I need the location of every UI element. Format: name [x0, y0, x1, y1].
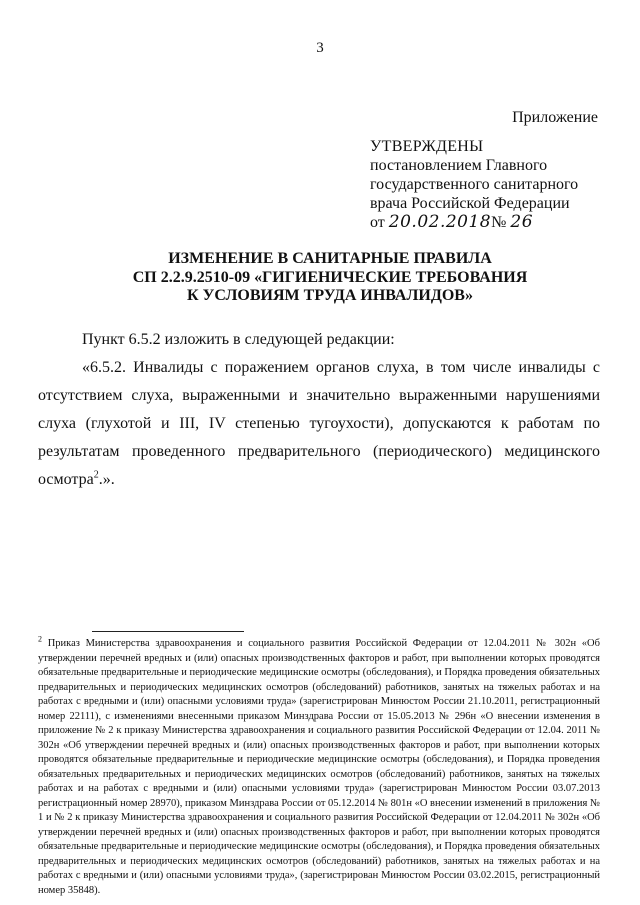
footnote-text: Приказ Министерства здравоохранения и социального развития Российской Федерации от 12.04.2011 № 302н «Об утверждении перечней вредных и (или) опасных производственных факторов и работ, при выполнении которых проводятся обязательные предварительные и периодические медицинские осмотры (обследования), и Порядка проведения обязательных предварительных и периодических медицинских осмотров (обследований) работников, занятых на тяжелых работах и на работах с вредными и (или) опасными условиями труда» (зарегистрирован Минюстом России 21.10.2011, регистрационный номер 22111), с изменениями внесенными приказом Минздрава России от 15.05.2013 № 296н «О внесении изменения в приложение № 2 к приказу Министерства здравоохранения и социального развития Российской Федерации от 12.04. 2011 № 302н «Об утверждении перечней вредных и (или) опасных производственных факторов и работ, при выполнении которых проводятся обязательные предварительные и периодические медицинские осмотры (обследования), и Порядка проведения обязательных предварительных и периодических медицинских осмотров (обследований) работников, занятых на тяжелых работах и на работах с вредными и (или) опасными условиями труда» (зарегистрирован Минюстом России 03.07.2013 регистрационный номер 28970), приказом Минздрава России от 05.12.2014 № 801н «О внесении изменений в приложения № 1 и № 2 к приказу Министерства здравоохранения и социального развития Российской Федерации от 12.04.2011 № 302н «Об утверждении перечней вредных и (или) опасных производственных факторов и работ, при выполнении которых проводятся обязательные предварительные и периодические медицинские осмотры (обследования), и Порядка проведения обязательных предварительных и периодических медицинских осмотров (обследований) работников, занятых на тяжелых работах и на работах с вредными и (или) опасными условиями труда», (зарегистрирован Минюстом России 03.02.2015, регистрационный номер 35848). — [38, 638, 600, 896]
from-prefix: от — [370, 214, 389, 231]
footnote — [38, 634, 600, 898]
appendix-label: Приложение — [512, 109, 598, 126]
footnote-divider — [92, 631, 244, 632]
decree-line: врача Российской Федерации — [370, 195, 570, 212]
amendment-end: .». — [98, 471, 115, 488]
number-sign: № — [491, 214, 511, 231]
document-title — [60, 250, 600, 306]
decree-line: государственного санитарного — [370, 176, 579, 193]
appendix-block — [370, 108, 598, 232]
decree-line: постановлением Главного — [370, 157, 548, 174]
handwritten-number: 26 — [510, 212, 534, 232]
page-number: 3 — [316, 40, 324, 56]
intro-paragraph: Пункт 6.5.2 изложить в следующей редакции: — [82, 331, 395, 348]
amendment-text: «6.5.2. Инвалиды с поражением органов слуха, в том числе инвалиды с отсутствием слуха, выраженными и значительно выраженными нарушениями слуха (глухотой и III, IV степенью тугоухости), допускаются к работам по результатам проведенного предварительного (периодического) медицинского осмотра — [38, 359, 600, 488]
title-line: ИЗМЕНЕНИЕ В САНИТАРНЫЕ ПРАВИЛА — [168, 250, 492, 267]
footnote-marker: 2 — [38, 634, 42, 644]
footnote-reference[interactable]: 2 — [93, 469, 99, 481]
approved-heading: УТВЕРЖДЕНЫ — [370, 138, 484, 155]
amendment-paragraph — [38, 354, 600, 494]
title-line: СП 2.2.9.2510-09 «ГИГИЕНИЧЕСКИЕ ТРЕБОВАНИЯ — [132, 268, 528, 286]
body-text — [38, 326, 600, 494]
title-line: К УСЛОВИЯМ ТРУДА ИНВАЛИДОВ» — [187, 287, 473, 304]
handwritten-date: 20.02.2018 — [388, 212, 492, 232]
date-number-line — [370, 213, 598, 232]
